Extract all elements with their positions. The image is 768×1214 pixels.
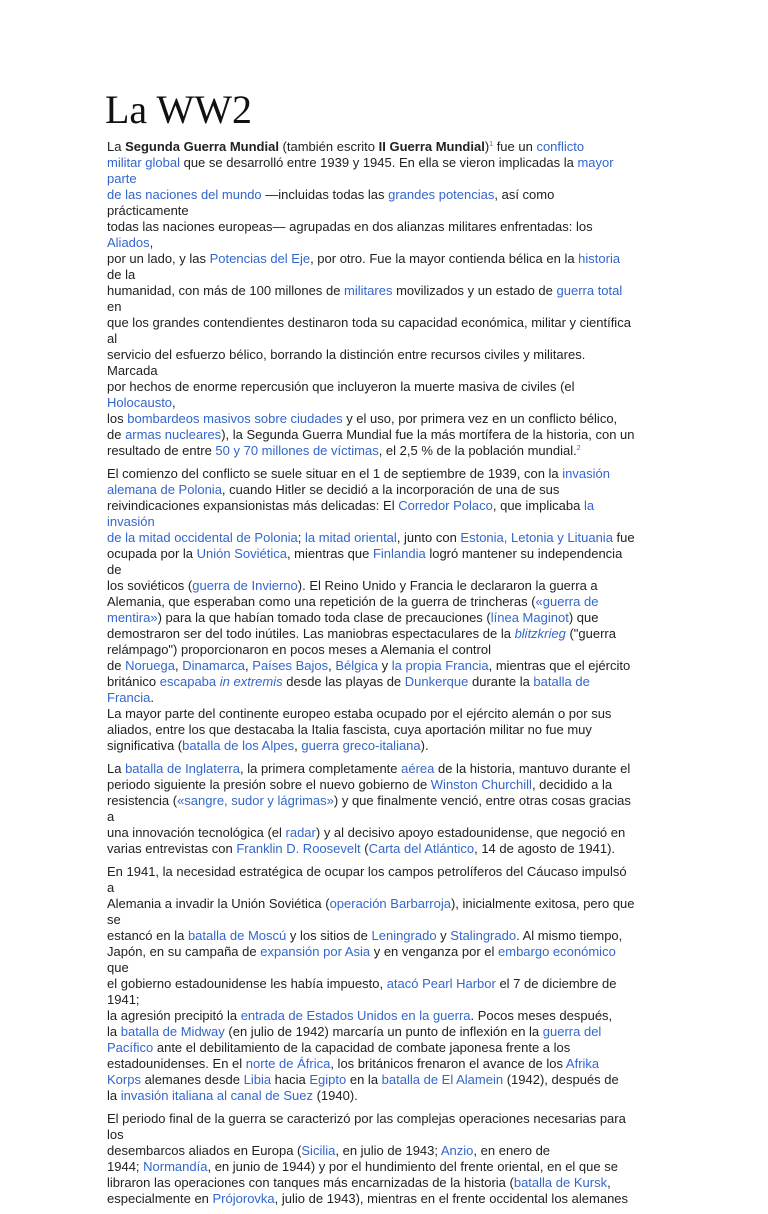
text: (1940).: [312, 1088, 358, 1103]
text: El periodo final de la guerra se caracterizó por las complejas operaciones necesarias para los desembarcos aliados en Europa (: [107, 1111, 626, 1158]
bold-term: Segunda Guerra Mundial: [125, 139, 279, 154]
link[interactable]: Normandía: [143, 1159, 208, 1174]
link[interactable]: expansión por Asia: [260, 944, 371, 959]
text: , por un lado, y las: [107, 235, 207, 266]
text: fue ocupada por la: [107, 530, 635, 561]
link[interactable]: conflicto militar global: [107, 139, 585, 170]
link[interactable]: «guerra de mentira»: [107, 594, 599, 625]
text: ), la Segunda Guerra Mundial fue la más mortífera de la historia, con un resultado de entre: [107, 427, 635, 458]
page-title: La WW2: [105, 87, 252, 132]
link[interactable]: Estonia, Letonia y Lituania: [460, 530, 613, 545]
text: de la historia, mantuvo durante el periodo siguiente la presión sobre el nuevo gobierno de: [107, 761, 631, 792]
text: En 1941, la necesidad estratégica de ocupar los campos petrolíferos del Cáucaso impulsó a Alemania a invadir la Unión Soviética (: [107, 864, 627, 911]
link[interactable]: batalla de Inglaterra: [125, 761, 240, 776]
text: La: [107, 761, 126, 776]
text: , julio de 1943), mientras en el frente occidental los alemanes: [274, 1191, 629, 1206]
link[interactable]: Finlandia: [372, 546, 426, 561]
text: (también escrito: [278, 139, 379, 154]
link[interactable]: batalla de Midway: [120, 1024, 225, 1039]
text: . Al mismo tiempo, Japón, en su campaña de: [107, 928, 623, 959]
text: el 7 de diciembre de 1941; la agresión precipitó la: [107, 976, 617, 1023]
link[interactable]: batalla de Francia: [107, 674, 590, 705]
link[interactable]: la propia Francia: [391, 658, 489, 673]
link[interactable]: guerra del Pacífico: [107, 1024, 602, 1055]
text: , decidido a la resistencia (: [107, 777, 613, 808]
text: fue un: [493, 139, 537, 154]
link[interactable]: Corredor Polaco: [398, 498, 493, 513]
link[interactable]: Holocausto: [107, 395, 173, 410]
text: —incluidas todas las: [261, 187, 389, 202]
paragraph-intro: [107, 139, 637, 459]
text: , así como prácticamente todas las naciones europeas— agrupadas en dos alianzas militares enfrentadas: los: [107, 187, 593, 234]
text: movilizados y un estado de: [392, 283, 557, 298]
text: , que implicaba: [492, 498, 584, 513]
text: ), inicialmente exitosa, pero que se estancó en la: [107, 896, 635, 943]
text: ) y que finalmente venció, entre otras cosas gracias a una innovación tecnológica (el: [107, 793, 631, 840]
link[interactable]: operación Barbarroja: [329, 896, 451, 911]
link[interactable]: Winston Churchill: [430, 777, 532, 792]
paragraph-beginning: [107, 466, 637, 754]
link[interactable]: batalla de Moscú: [187, 928, 287, 943]
text: , especialmente en: [107, 1175, 611, 1206]
text: durante la: [468, 674, 534, 689]
text: que se desarrolló entre 1939 y 1945. En ella se vieron implicadas la: [179, 155, 578, 170]
link[interactable]: Potencias del Eje: [209, 251, 311, 266]
text: (1942), después de la: [107, 1072, 619, 1103]
text: ,: [245, 658, 253, 673]
footnote-ref[interactable]: 1: [489, 141, 494, 148]
text: , en enero de 1944;: [107, 1143, 551, 1174]
link[interactable]: embargo económico: [498, 944, 616, 959]
link[interactable]: Dinamarca: [182, 658, 246, 673]
paragraph-1941: [107, 864, 637, 1104]
link[interactable]: Leningrado: [371, 928, 437, 943]
link[interactable]: militares: [344, 283, 393, 298]
text: ,: [328, 658, 336, 673]
link[interactable]: batalla de El Alamein: [381, 1072, 504, 1087]
text: (: [360, 841, 369, 856]
text: en la: [346, 1072, 382, 1087]
text: ) y al decisivo apoyo estadounidense, que negoció en varias entrevistas con: [107, 825, 626, 856]
link[interactable]: Dunkerque: [404, 674, 469, 689]
link[interactable]: grandes potencias: [388, 187, 495, 202]
text: , por otro. Fue la mayor contienda bélica en la: [310, 251, 579, 266]
text: , la primera completamente: [240, 761, 402, 776]
link[interactable]: Unión Soviética: [196, 546, 287, 561]
link[interactable]: blitzkrieg: [514, 626, 566, 641]
text: y: [436, 928, 451, 943]
link[interactable]: bombardeos masivos sobre ciudades: [127, 411, 343, 426]
link[interactable]: guerra de Invierno: [192, 578, 298, 593]
link[interactable]: Sicilia: [301, 1143, 336, 1158]
link[interactable]: Egipto: [309, 1072, 347, 1087]
text: ante el debilitamiento de la capacidad de combate japonesa frente a los estadounidenses. En el: [107, 1040, 571, 1071]
text: ). El Reino Unido y Francia le declararon la guerra a Alemania, que esperaban como una repetición de la guerra de trincheras (: [107, 578, 598, 609]
link[interactable]: Carta del Atlántico: [368, 841, 475, 856]
link[interactable]: armas nucleares: [125, 427, 222, 442]
text: y los sitios de: [286, 928, 372, 943]
text: ,: [294, 738, 302, 753]
text: en que los grandes contendientes destinaron toda su capacidad económica, militar y científica al servicio del esfuerzo bélico, borrando la distinción entre recursos civiles y militares. Marcada por hechos de enorme repercusión que incluyeron la muerte masiva de civiles (el: [107, 299, 631, 394]
link[interactable]: guerra total: [556, 283, 623, 298]
text: alemanes desde: [140, 1072, 244, 1087]
link[interactable]: invasión alemana de Polonia: [107, 466, 610, 497]
link[interactable]: Franklin D. Roosevelt: [236, 841, 361, 856]
text: ) que demostraron ser del todo inútiles. Las maniobras espectaculares de la: [107, 610, 599, 641]
link[interactable]: batalla de Kursk: [513, 1175, 608, 1190]
link[interactable]: Noruega: [125, 658, 175, 673]
link[interactable]: norte de África: [245, 1056, 331, 1071]
text: , los: [107, 395, 176, 426]
text: desde las playas de: [282, 674, 405, 689]
text: (en julio de 1942) marcaría un punto de inflexión en la: [224, 1024, 543, 1039]
text: , el 2,5 % de la población mundial.: [378, 443, 577, 458]
link[interactable]: invasión italiana al canal de Suez: [120, 1088, 313, 1103]
link[interactable]: atacó Pearl Harbor: [386, 976, 496, 991]
text: y: [378, 658, 392, 673]
link[interactable]: guerra greco-italiana: [301, 738, 421, 753]
text: , junto con: [396, 530, 461, 545]
link[interactable]: Países Bajos: [252, 658, 329, 673]
link[interactable]: la invasión de la mitad occidental de Polonia: [107, 498, 595, 545]
link[interactable]: la mitad oriental: [305, 530, 397, 545]
link[interactable]: «sangre, sudor y lágrimas»: [177, 793, 334, 808]
link[interactable]: entrada de Estados Unidos en la guerra: [240, 1008, 471, 1023]
link[interactable]: Aliados: [107, 235, 150, 250]
link[interactable]: 50 y 70 millones de víctimas: [215, 443, 379, 458]
link[interactable]: aérea: [401, 761, 435, 776]
text: ): [484, 139, 490, 154]
text: . La mayor parte del continente europeo estaba ocupado por el ejército alemán o por sus aliados, entre los que destacaba la Italia fascista, cuya aportación militar no fue muy significativa (: [107, 690, 612, 753]
text: logró mantener su independencia de los soviéticos (: [107, 546, 623, 593]
link[interactable]: Libia: [243, 1072, 272, 1087]
text: , en junio de 1944) y por el hundimiento del frente oriental, en el que se libraron las operaciones con tanques más encarnizadas de la historia (: [107, 1159, 618, 1190]
text: El comienzo del conflicto se suele situar en el 1 de septiembre de 1939, con la: [107, 466, 563, 481]
text: ,: [174, 658, 183, 673]
text: , cuando Hitler se decidió a la incorporación de una de sus reivindicaciones expansionistas más delicadas: El: [107, 482, 560, 513]
paragraph-battle-of-britain: [107, 761, 637, 857]
link[interactable]: batalla de los Alpes: [182, 738, 295, 753]
text: , mientras que: [286, 546, 373, 561]
link[interactable]: Afrika Korps: [107, 1056, 600, 1087]
text: , 14 de agosto de 1941).: [474, 841, 616, 856]
text: . Pocos meses después, la: [107, 1008, 613, 1039]
text: hacia: [271, 1072, 310, 1087]
link[interactable]: radar: [285, 825, 316, 840]
text: ("guerra relámpago") proporcionaron en pocos meses a Alemania el control de: [107, 626, 616, 673]
footnote-ref[interactable]: 2: [576, 445, 581, 452]
link[interactable]: Bélgica: [335, 658, 379, 673]
paragraph-final-period: [107, 1111, 637, 1207]
text: La: [107, 139, 126, 154]
link[interactable]: in extremis: [219, 674, 283, 689]
text: y el uso, por primera vez en un conflicto bélico, de: [107, 411, 618, 442]
text: , mientras que el ejército británico: [107, 658, 631, 689]
text: , en julio de 1943;: [335, 1143, 441, 1158]
text: , los británicos frenaron el avance de los: [330, 1056, 566, 1071]
text: de la humanidad, con más de 100 millones de: [107, 267, 341, 298]
text: que el gobierno estadounidense les había impuesto,: [107, 960, 384, 991]
text: ) para la que habían tomado toda clase de precauciones (: [157, 610, 491, 625]
text: ;: [297, 530, 306, 545]
link[interactable]: Stalingrado: [450, 928, 517, 943]
text: ).: [420, 738, 429, 753]
link[interactable]: escapaba: [159, 674, 217, 689]
text: y en venganza por el: [370, 944, 499, 959]
link[interactable]: línea Maginot: [490, 610, 569, 625]
link[interactable]: Anzio: [440, 1143, 474, 1158]
bold-term: II Guerra Mundial: [378, 139, 485, 154]
link[interactable]: mayor parte de las naciones del mundo: [107, 155, 614, 202]
article-body: [107, 139, 637, 1214]
link[interactable]: Prójorovka: [212, 1191, 275, 1206]
link[interactable]: historia: [578, 251, 621, 266]
